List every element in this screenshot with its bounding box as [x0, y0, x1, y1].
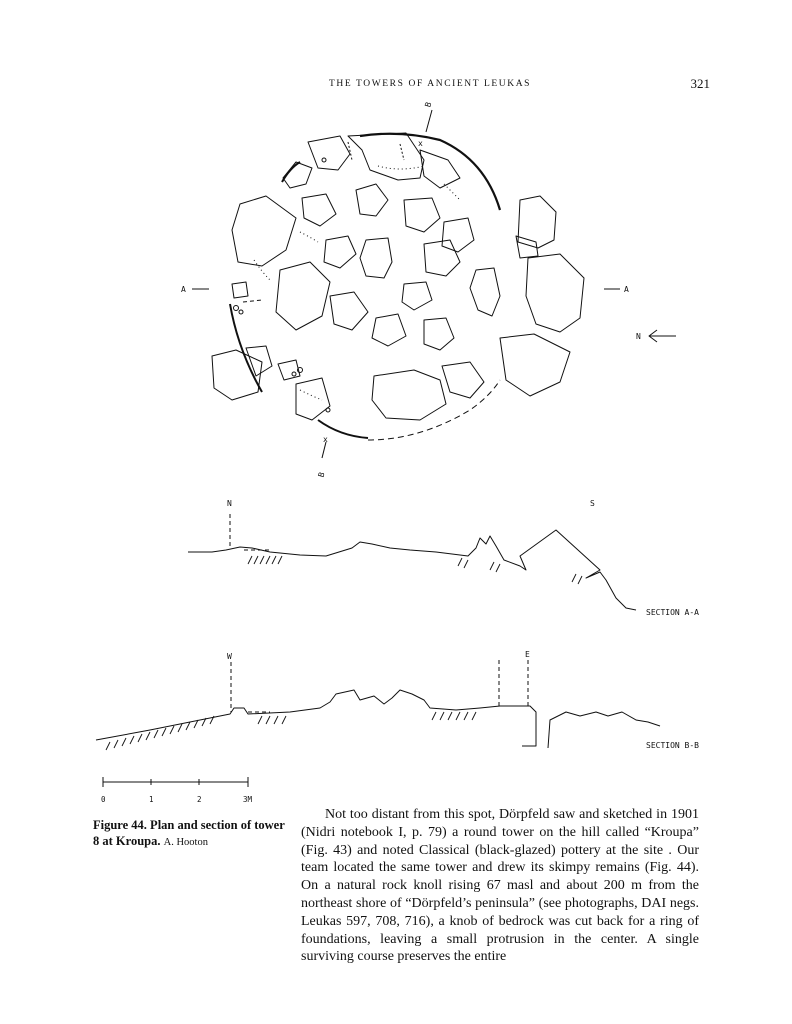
- section-b-b-hatching: [106, 712, 476, 750]
- plan-b-label-top: B: [423, 101, 434, 109]
- north-arrow-icon: [649, 330, 676, 342]
- page-number: 321: [690, 76, 710, 91]
- section-b-b-w-label: W: [227, 652, 232, 661]
- section-a-a-n-label: N: [227, 499, 232, 508]
- plan-x-mark-bottom: x: [323, 435, 328, 444]
- b-axis-top-line: [426, 110, 432, 132]
- tower-plan: [192, 110, 676, 458]
- running-title: THE TOWERS OF ANCIENT LEUKAS: [328, 79, 532, 89]
- plan-a-label-right: A: [624, 285, 629, 294]
- body-paragraph: Not too distant from this spot, Dörpfeld saw and sketched in 1901 (Nidri notebook I, p. 79) a round tower on the hill called “Kroupa” (Fig. 43) and noted Classical (black-glazed) pottery at the site . Our team located the same tower and drew its skimpy remains (Fig. 44). On a natural rock knoll rising 67 masl and about 200 m from the northeast shore of “Dörpfeld’s peninsula” (see photographs, DAI negs. Leukas 597, 708, 716), a knob of bedrock was cut back for a ring of foundations, leaving a small protrusion in the center. A single surviving course preserves the entire: [301, 807, 699, 965]
- section-a-a-drawing: [188, 514, 636, 610]
- scale-tick-0: 0: [101, 795, 106, 804]
- scale-tick-3m: 3M: [243, 795, 253, 804]
- scale-tick-2: 2: [197, 795, 202, 804]
- plan-b-label-bottom: B: [316, 471, 327, 479]
- figure-caption: [93, 817, 288, 851]
- scale-bar: [103, 777, 248, 787]
- plan-x-mark-top: x: [418, 139, 423, 148]
- plan-a-label-left: A: [181, 285, 186, 294]
- section-b-b-drawing: [96, 660, 660, 750]
- caption-credit: A. Hooton: [163, 837, 208, 848]
- scale-tick-1: 1: [149, 795, 154, 804]
- section-b-b-e-label: E: [525, 650, 530, 659]
- section-b-b-title: SECTION B-B: [646, 741, 699, 750]
- caption-label: Figure 44. Plan and section of tower 8 at Kroupa.: [93, 818, 285, 848]
- body-text: [301, 806, 699, 966]
- section-a-a-title: SECTION A-A: [646, 608, 699, 617]
- section-a-a-s-label: S: [590, 499, 595, 508]
- section-a-a-hatching: [248, 556, 582, 584]
- north-label: N: [636, 332, 641, 341]
- b-axis-bottom-line: [322, 442, 326, 458]
